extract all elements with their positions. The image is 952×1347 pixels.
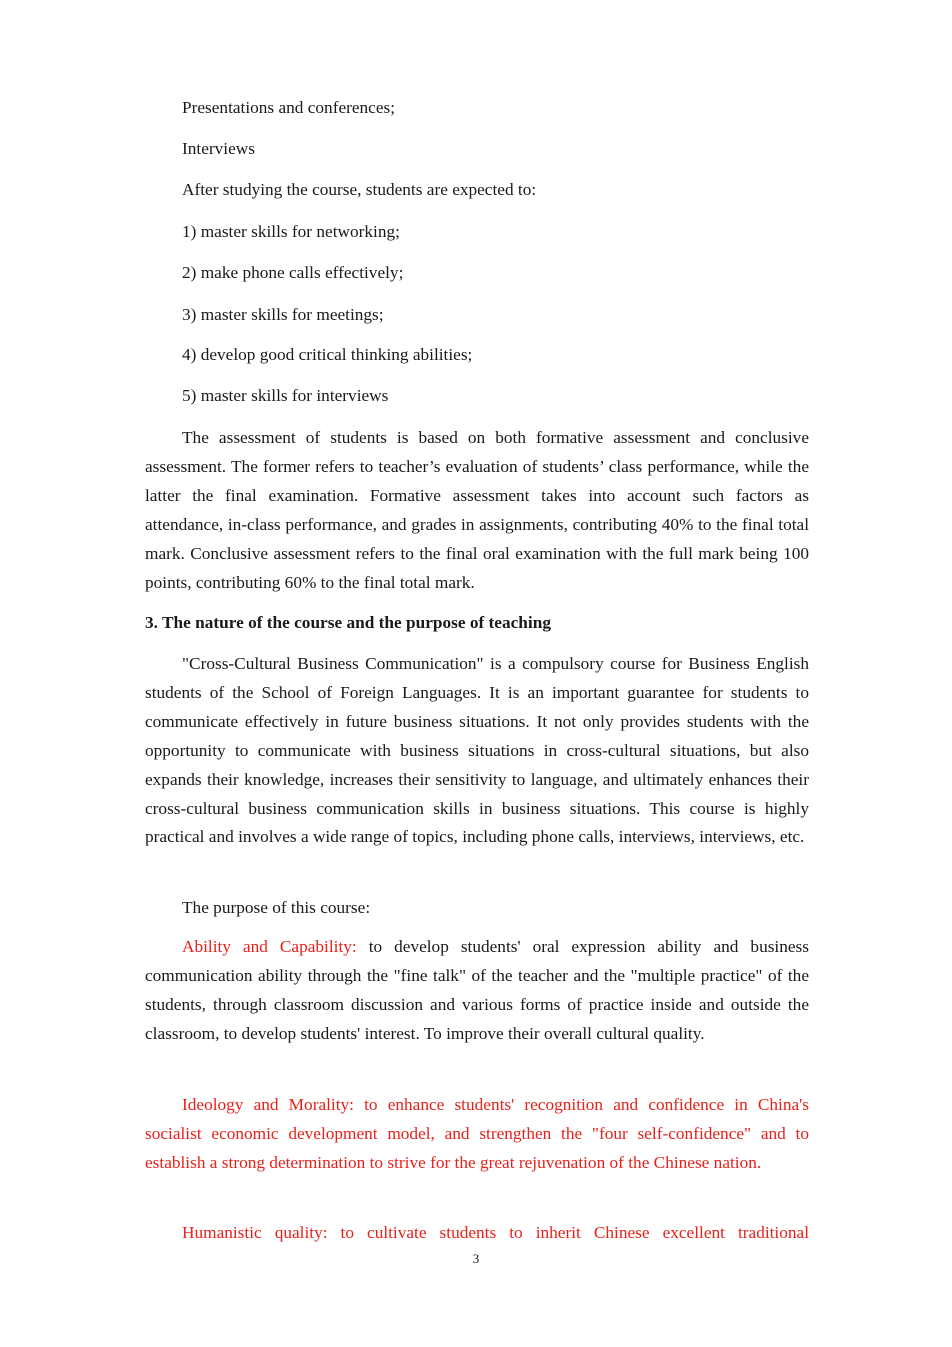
- expectation-item-1: 1) master skills for networking;: [182, 222, 400, 241]
- expectation-item-5: 5) master skills for interviews: [182, 386, 389, 405]
- expectations-intro: After studying the course, students are expected to:: [182, 180, 537, 199]
- course-nature-paragraph: "Cross-Cultural Business Communication" is a compulsory course for Business English students of the School of Foreign Languages. It is an important guarantee for students to communicate effectively in future business situations. It not only provides students with the opportunity to communicate with business situations in cross-cultural situations, but also expands their knowledge, increases their sensitivity to language, and ultimately enhances their cross-cultural business communication skills in business situations. This course is highly practical and involves a wide range of topics, including phone calls, interviews, interviews, etc.: [145, 654, 809, 847]
- section-heading: 3. The nature of the course and the purpose of teaching: [145, 613, 551, 632]
- ability-paragraph: Ability and Capability: to develop students' oral expression ability and business communication ability through the "fine talk" of the teacher and the "multiple practice" of the students, through classroom discussion and various forms of practice inside and outside the classroom, to develop students' interest. To improve their overall cultural quality.: [145, 937, 809, 1043]
- expectation-item-4: 4) develop good critical thinking abilities;: [182, 345, 473, 364]
- assessment-paragraph: The assessment of students is based on both formative assessment and conclusive assessment. The former refers to teacher’s evaluation of students’ class performance, while the latter the final examination. Formative assessment takes into account such factors as attendance, in-class performance, and grades in assignments, contributing 40% to the final total mark. Conclusive assessment refers to the final oral examination with the full mark being 100 points, contributing 60% to the final total mark.: [145, 428, 809, 592]
- page-number: 3: [472, 1251, 480, 1266]
- purpose-intro: The purpose of this course:: [182, 898, 371, 917]
- expectation-item-3: 3) master skills for meetings;: [182, 305, 384, 324]
- list-line-interviews: Interviews: [182, 139, 255, 158]
- humanistic-line: Humanistic quality: to cultivate students to inherit Chinese excellent traditional: [182, 1223, 809, 1242]
- ideology-paragraph: Ideology and Morality: to enhance students' recognition and confidence in China's socialist economic development model, and strengthen the "four self-confidence" and to establish a strong determination to strive for the great rejuvenation of the Chinese nation.: [145, 1095, 809, 1172]
- expectation-item-2: 2) make phone calls effectively;: [182, 263, 404, 282]
- ability-label: Ability and Capability:: [182, 937, 357, 956]
- list-line-presentations: Presentations and conferences;: [182, 98, 396, 117]
